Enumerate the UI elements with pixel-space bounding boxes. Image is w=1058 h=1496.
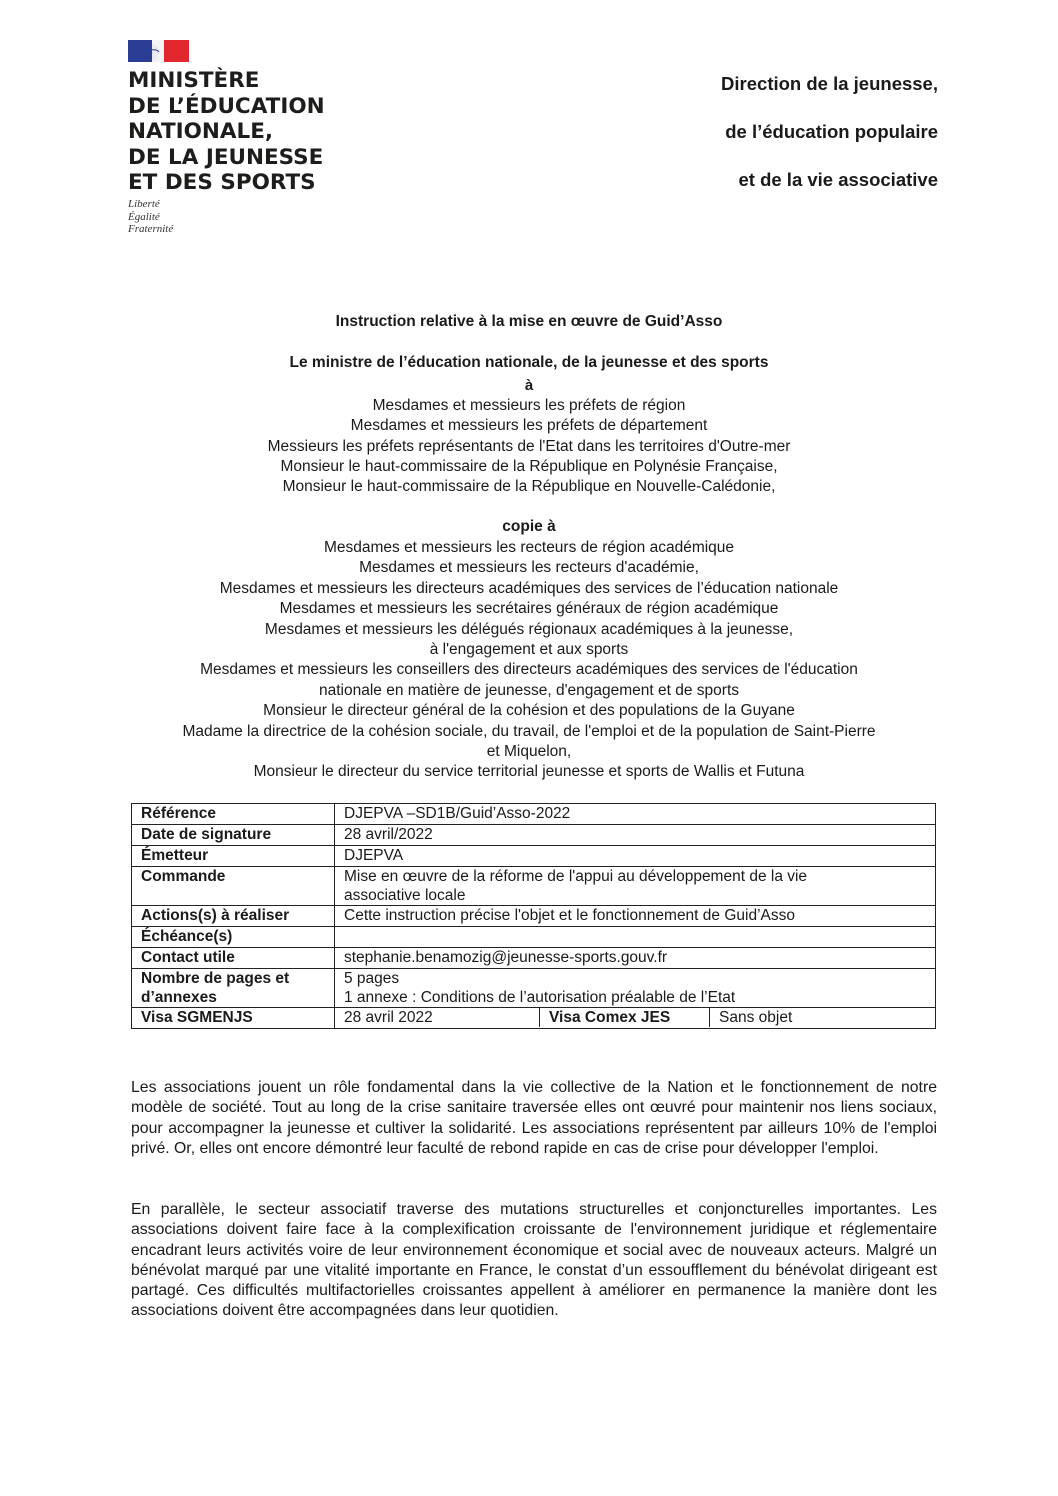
motto-line: Égalité xyxy=(128,210,160,223)
copy-label: copie à xyxy=(502,518,556,535)
table-row xyxy=(132,906,936,927)
motto-line: Fraternité xyxy=(128,223,174,235)
to-label: à xyxy=(524,377,534,394)
recipient-item: Monsieur le haut-commissaire de la République en Polynésie Française, xyxy=(280,457,778,475)
row-value xyxy=(335,969,936,1008)
body-paragraph: En parallèle, le secteur associatif traverse des mutations structurelles et conjoncturelles importantes. Les associations doivent faire face à la complexification croissante de l'environnement juridique et réglementaire encadrant leurs activités voire de leur environnement économique et social avec de nouveaux acteurs. Malgré un bénévolat marqué par une vitalité importante en France, le constat d’un essoufflement du bénévolat dirigeant est partagé. Ces difficultés multifactorielles croissantes appellent à améliorer en permanence la manière dont les associations doivent être accompagnées dans leur quotidien. xyxy=(131,1201,937,1320)
row-value: Mise en œuvre de la réforme de l'appui au développement de la vie associative locale xyxy=(335,867,936,906)
ministry-line: ET DES SPORTS xyxy=(128,170,316,195)
direction-line: Direction de la jeunesse, xyxy=(721,73,938,94)
table-row xyxy=(132,969,936,1008)
direction-header xyxy=(721,70,938,214)
direction-line: et de la vie associative xyxy=(738,169,938,190)
row-label: Nombre de pages et d’annexes xyxy=(132,969,335,1008)
row-value: 28 avril/2022 xyxy=(335,825,936,846)
copy-item: Mesdames et messieurs les secrétaires généraux de région académique xyxy=(279,600,779,618)
direction-line: de l’éducation populaire xyxy=(725,121,938,142)
table-row xyxy=(132,804,936,825)
row-value: DJEPVA –SD1B/Guid’Asso-2022 xyxy=(335,804,936,825)
recipients-list xyxy=(0,396,1058,497)
copy-item: Monsieur le directeur général de la cohésion et des populations de la Guyane xyxy=(263,702,795,720)
copy-item: et Miquelon, xyxy=(486,743,572,761)
row-label: Actions(s) à réaliser xyxy=(132,906,335,927)
ministry-line: DE LA JEUNESSE xyxy=(128,144,324,170)
row-value: DJEPVA xyxy=(335,846,936,867)
recipient-item: Messieurs les préfets représentants de l'Etat dans les territoires d'Outre-mer xyxy=(267,437,791,455)
copy-item: Mesdames et messieurs les recteurs de région académique xyxy=(323,539,735,556)
copy-item: Mesdames et messieurs les directeurs académiques des services de l’éducation nationale xyxy=(219,579,839,597)
ministry-line: DE L’ÉDUCATION xyxy=(128,93,325,119)
ministry-name xyxy=(128,68,368,196)
pages-count: 5 pages xyxy=(344,970,400,987)
copy-item: Mesdames et messieurs les délégués régionaux académiques à la jeunesse, xyxy=(264,620,794,638)
visa-comex-value: Sans objet xyxy=(719,1009,793,1026)
row-value: Cette instruction précise l'objet et le fonctionnement de Guid’Asso xyxy=(335,906,936,927)
copies-list xyxy=(0,538,1058,783)
sender-line: Le ministre de l’éducation nationale, de la jeunesse et des sports xyxy=(289,354,769,371)
recipient-item: Mesdames et messieurs les préfets de région xyxy=(372,397,686,414)
copy-item: Madame la directrice de la cohésion sociale, du travail, de l'emploi et de la population de Saint-Pierre xyxy=(182,722,876,740)
republic-motto xyxy=(128,198,173,236)
table-row xyxy=(132,846,936,867)
row-label: Contact utile xyxy=(132,948,335,969)
row-label: Émetteur xyxy=(132,846,335,867)
marianne-flag-icon xyxy=(128,40,189,62)
body-paragraph: Les associations jouent un rôle fondamental dans la vie collective de la Nation et le fonctionnement de notre modèle de société. Tout au long de la crise sanitaire traversée elles ont œuvré pour maintenir nos liens sociaux, pour accompagner la jeunesse et cultiver la solidarité. Les associations représentent par ailleurs 10% de l'emploi privé. Or, elles ont encore démontré leur faculté de rebond rapide en cas de crise pour développer l'emploi. xyxy=(131,1079,937,1157)
copy-item: à l'engagement et aux sports xyxy=(429,641,629,659)
copy-item: Mesdames et messieurs les recteurs d'académie, xyxy=(359,559,699,577)
row-value xyxy=(335,927,936,948)
copy-item: Mesdames et messieurs les conseillers des directeurs académiques des services de l'éducation xyxy=(200,661,858,679)
table-row xyxy=(132,927,936,948)
contact-email-link[interactable]: stephanie.benamozig@jeunesse-sports.gouv.fr xyxy=(335,948,936,969)
recipient-item: Monsieur le haut-commissaire de la République en Nouvelle-Calédonie, xyxy=(282,478,776,496)
motto-line: Liberté xyxy=(128,198,160,210)
annex-description: 1 annexe : Conditions de l’autorisation préalable de l’Etat xyxy=(344,989,736,1006)
row-label: Commande xyxy=(132,867,335,906)
ministry-line: NATIONALE, xyxy=(128,119,274,144)
info-table xyxy=(131,803,936,1029)
flag-red-band xyxy=(164,40,189,62)
document-title: Instruction relative à la mise en œuvre de Guid’Asso xyxy=(335,313,723,330)
row-label: Visa SGMENJS xyxy=(132,1008,335,1029)
copy-item: nationale en matière de jeunesse, d'engagement et de sports xyxy=(318,681,740,699)
table-row xyxy=(132,948,936,969)
copy-item: Monsieur le directeur du service territorial jeunesse et sports de Wallis et Futuna xyxy=(253,763,805,781)
flag-marianne-profile xyxy=(152,40,164,62)
visa-comex-label: Visa Comex JES xyxy=(540,1008,710,1027)
table-row xyxy=(132,867,936,906)
recipient-item: Mesdames et messieurs les préfets de département xyxy=(350,417,708,435)
flag-blue-band xyxy=(128,40,152,62)
ministry-line: MINISTÈRE xyxy=(128,68,260,93)
table-row-visa xyxy=(132,1008,936,1029)
visa-date: 28 avril 2022 xyxy=(335,1008,540,1027)
row-label: Référence xyxy=(132,804,335,825)
row-label: Date de signature xyxy=(132,825,335,846)
table-row xyxy=(132,825,936,846)
row-label: Échéance(s) xyxy=(132,927,335,948)
visa-cell xyxy=(335,1008,936,1029)
